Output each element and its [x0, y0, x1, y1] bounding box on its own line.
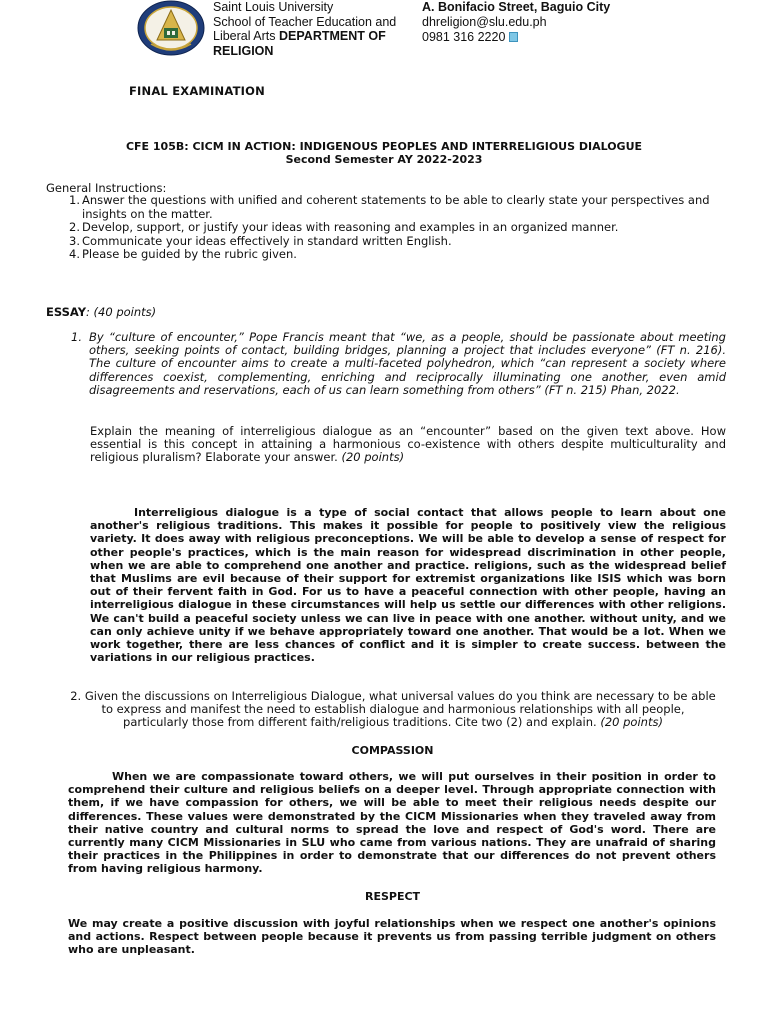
list-item	[69, 235, 729, 249]
answer-text: Interreligious dialogue is a type of social contact that allows people to learn about one another's religious traditions. This makes it possible for people to positively view the religious variety. It does away with religious preconceptions. We will be able to develop a sense of respect for other people's practices, which is the main reason for widespread discrimination in other people, when we are able to comprehend one another and practice. religions, such as the widespread belief that Muslims are evil because of their support for extremist organizations like ISIS which was born out of their fervent faith in God. For us to have a peaceful connection with other people, having an interreligious dialogue in these circumstances will help us settle our differences with other religions. We can't build a peaceful society unless we can live in peace with one another. without unity, and we can only achieve unity if we behave appropriately toward one another. That would be a lot. When we work together, there are less chances of conflict and it is simpler to create success. between the variations in our religious practices.	[90, 506, 726, 665]
list-item	[69, 221, 729, 235]
question-1-quote	[71, 331, 726, 397]
course-title: CFE 105B: CICM IN ACTION: INDIGENOUS PEOPLES AND INTERRELIGIOUS DIALOGUE	[125, 140, 643, 153]
answer-compassion	[68, 770, 716, 876]
question-2-prompt	[68, 690, 718, 730]
email: dhreligion@slu.edu.ph	[422, 15, 547, 29]
institution-name: Saint Louis University	[213, 0, 334, 14]
semester: Second Semester AY 2022-2023	[285, 153, 483, 166]
item-number: 3.	[69, 233, 80, 248]
institution-school: School of Teacher Education and	[213, 14, 397, 29]
prompt-text: 2. Given the discussions on Interreligious Dialogue, what universal values do you think are necessary to be able to express and manifest the need to establish dialogue and harmonious relationships with all people, particularly those from different faith/religious traditions. Cite two (2) and explain.	[70, 689, 716, 730]
essay-points: : (40 points)	[86, 305, 157, 319]
instructions-title: General Instructions:	[46, 181, 167, 195]
contact-info	[422, 0, 722, 45]
item-text: Communicate your ideas effectively in standard written English.	[82, 233, 452, 248]
department-label: DEPARTMENT OF	[279, 29, 386, 43]
answer-respect: We may create a positive discussion with joyful relationships when we respect one another's opinions and actions. Respect between people because it prevents us from passing terrible judgment on others who are unpleasant.	[68, 917, 716, 957]
quote-text: By “culture of encounter,” Pope Francis meant that “we, as a people, should be passionate about meeting others, seeking points of contact, building bridges, planning a project that includes everyone” (FT n. 216). The culture of encounter aims to create a multi-faceted polyhedron, which “can represent a society where differences coexist, complementing, enriching and reciprocally illuminating one another, even amid disagreements and reservations, each of us can learn something from others” (FT n. 215) Phan, 2022.	[89, 330, 726, 397]
address: A. Bonifacio Street, Baguio City	[422, 0, 611, 14]
question-1-prompt	[90, 425, 726, 465]
item-text: Answer the questions with unified and coherent statements to be able to clearly state your perspectives and insights on the matter.	[82, 193, 710, 221]
essay-heading	[46, 305, 156, 319]
respect-heading: RESPECT	[364, 890, 421, 903]
item-number: 2.	[69, 220, 80, 234]
instructions-list	[69, 194, 729, 262]
phone-number: 0981 316 2220	[422, 30, 506, 44]
essay-label: ESSAY	[46, 305, 87, 319]
compassion-heading: COMPASSION	[351, 744, 434, 757]
item-number: 4.	[69, 247, 80, 261]
institution-school-cont: Liberal Arts	[213, 29, 280, 43]
item-text: Please be guided by the rubric given.	[82, 247, 297, 261]
item-number: 1.	[69, 193, 80, 207]
phone-icon	[509, 32, 518, 42]
prompt-points: (20 points)	[600, 715, 663, 730]
university-seal-icon	[137, 0, 205, 56]
institution-info	[213, 0, 418, 58]
exam-title: FINAL EXAMINATION	[129, 84, 265, 98]
course-heading	[0, 140, 768, 166]
answer-1	[90, 506, 726, 664]
list-item	[69, 248, 729, 262]
prompt-text: Explain the meaning of interreligious dialogue as an “encounter” based on the given text above. How essential is this concept in attaining a harmonious co-existence with others despite multiculturality and religious pluralism? Elaborate your answer.	[90, 424, 726, 465]
question-number: 1.	[71, 330, 82, 344]
department-name: RELIGION	[213, 43, 274, 58]
answer-text: When we are compassionate toward others, we will put ourselves in their position in order to comprehend their culture and religious beliefs on a deeper level. Through appropriate connection with them, if we have compassion for others, we will be able to meet their religious needs despite our differences. These values were demonstrated by the CICM Missionaries when they traveled away from their native country and cultural norms to spread the love and respect of God's word. There are currently many CICM Missionaries in SLU who came from various nations. They are unafraid of sharing their practices in the Philippines in order to demonstrate that our differences do not prevent others from having religious harmony.	[68, 770, 716, 876]
list-item	[69, 194, 729, 221]
item-text: Develop, support, or justify your ideas with reasoning and examples in an organized manner.	[82, 220, 619, 234]
prompt-points: (20 points)	[341, 450, 405, 465]
